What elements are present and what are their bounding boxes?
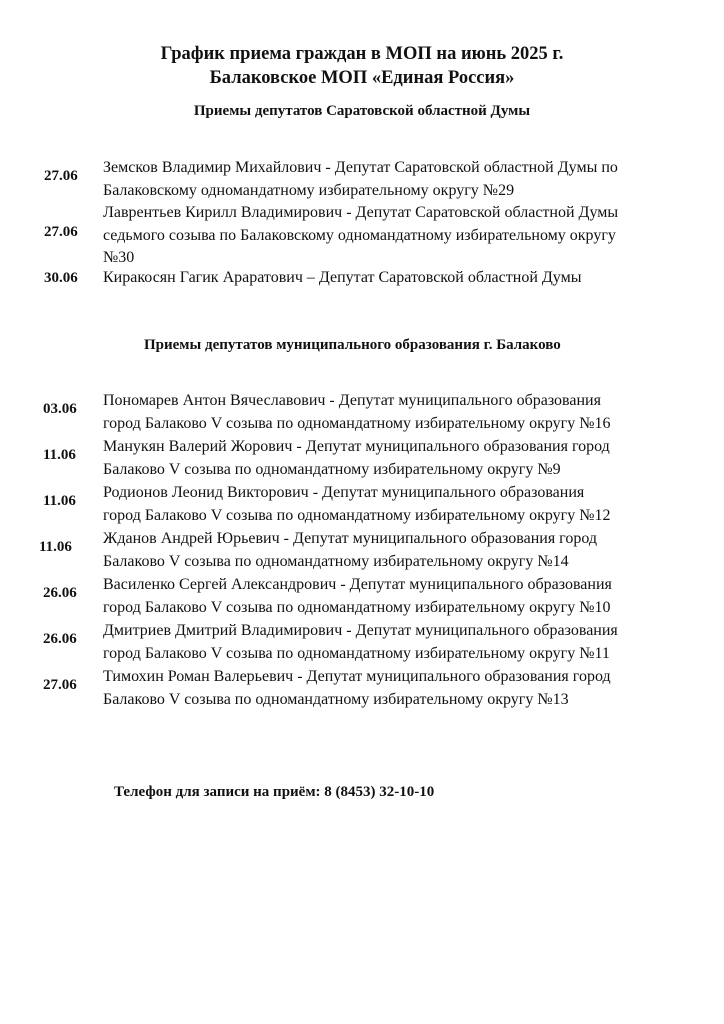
entry-text-line: Василенко Сергей Александрович - Депутат муниципального образования: [103, 576, 612, 593]
entry-date: 26.06: [43, 585, 77, 601]
entry-date: 11.06: [43, 447, 76, 463]
entry-text: [103, 436, 683, 481]
entry-text: [103, 528, 683, 573]
entry-text: [103, 267, 683, 290]
section-heading-municipal: Приемы депутатов муниципального образования г. Балаково: [144, 337, 561, 353]
entry-text: [103, 620, 683, 665]
entry-text-line: Балаковскому одномандатному избирательному округу №29: [103, 181, 515, 199]
entry-date: 27.06: [44, 168, 78, 184]
entry-date: 27.06: [44, 224, 78, 240]
entry-date: 11.06: [43, 493, 76, 509]
phone-contact: Телефон для записи на приём: 8 (8453) 32-10-10: [114, 784, 435, 800]
entry-text-line: Балаково V созыва по одномандатному избирательному округу №9: [103, 460, 561, 478]
entry-text-line: город Балаково V созыва по одномандатному избирательному округу №16: [103, 414, 611, 432]
entry-text-line: Пономарев Антон Вячеславович - Депутат муниципального образования: [103, 392, 601, 409]
entry-text-line: Лаврентьев Кирилл Владимирович - Депутат Саратовской областной Думы: [103, 204, 619, 221]
entry-text: [103, 482, 683, 527]
document-title: График приема граждан в МОП на июнь 2025 г.: [160, 44, 564, 64]
entry-date: 11.06: [39, 539, 72, 555]
entry-date: 26.06: [43, 631, 77, 647]
entry-text-line: город Балаково V созыва по одномандатному избирательному округу №11: [103, 644, 610, 662]
entry-text-line: город Балаково V созыва по одномандатному избирательному округу №12: [103, 506, 611, 524]
entry-text-line: город Балаково V созыва по одномандатному избирательному округу №10: [103, 598, 611, 616]
entry-text-line: Балаково V созыва по одномандатному избирательному округу №13: [103, 690, 569, 708]
entry-text: [103, 390, 683, 435]
document-subtitle: Балаковское МОП «Единая Россия»: [209, 68, 515, 88]
entry-date: 27.06: [43, 677, 77, 693]
entry-text-line: Манукян Валерий Жорович - Депутат муниципального образования город: [103, 438, 610, 455]
entry-text-line: седьмого созыва по Балаковскому одномандатному избирательному округу: [103, 226, 616, 244]
section-heading-regional: Приемы депутатов Саратовской областной Думы: [193, 103, 531, 119]
entry-text-line: Тимохин Роман Валерьевич - Депутат муниципального образования город: [103, 668, 611, 685]
entry-text-line: Балаково V созыва по одномандатному избирательному округу №14: [103, 552, 569, 570]
entry-date: 03.06: [43, 401, 77, 417]
entry-text: [103, 666, 683, 711]
entry-text-line: Земсков Владимир Михайлович - Депутат Саратовской областной Думы по: [103, 159, 618, 176]
entry-text-line: Родионов Леонид Викторович - Депутат муниципального образования: [103, 484, 585, 501]
entry-text: [103, 202, 683, 270]
entry-text-line: Дмитриев Дмитрий Владимирович - Депутат муниципального образования: [103, 622, 618, 639]
entry-text-line: №30: [103, 249, 135, 266]
entry-text-line: Жданов Андрей Юрьевич - Депутат муниципального образования город: [103, 530, 598, 547]
entry-text: [103, 574, 683, 619]
entry-text: [103, 157, 683, 202]
entry-date: 30.06: [44, 270, 78, 286]
entry-text-line: Киракосян Гагик Араратович – Депутат Саратовской областной Думы: [103, 269, 582, 286]
